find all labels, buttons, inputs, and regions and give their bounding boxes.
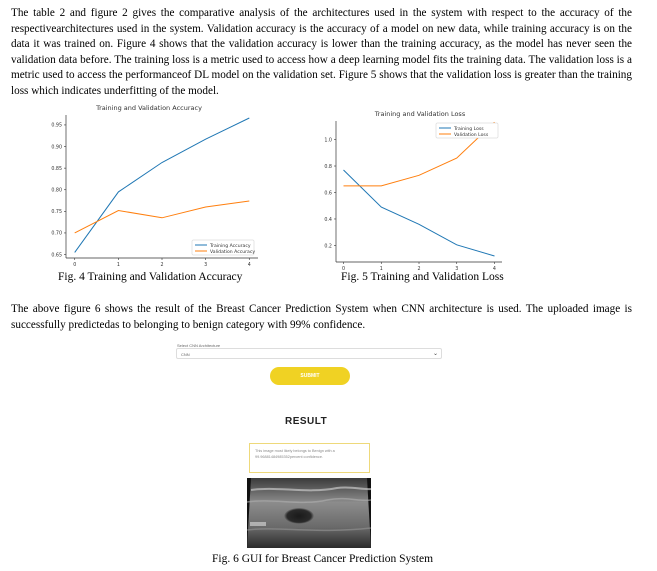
result-message: This image most likely belongs to Benign with a 99.96881484985352percent confidence. (249, 443, 370, 473)
x-tick-label: 4 (492, 267, 496, 272)
y-tick-label: 0.70 (51, 231, 62, 237)
chart-title: Training and Validation Accuracy (96, 104, 202, 112)
x-tick-label: 3 (204, 263, 208, 268)
ultrasound-image (247, 478, 371, 548)
series-line (75, 118, 250, 252)
chart-training-validation-loss (312, 107, 508, 273)
y-tick-label: 0.90 (51, 145, 62, 151)
y-tick-label: 0.75 (51, 210, 62, 216)
x-tick-label: 1 (116, 263, 120, 268)
x-tick-label: 2 (417, 267, 421, 272)
x-tick-label: 4 (247, 263, 251, 268)
x-tick-label: 0 (73, 263, 77, 268)
architecture-select[interactable] (176, 348, 442, 359)
y-tick-label: 0.8 (324, 164, 332, 170)
paragraph-gui-result: The above figure 6 shows the result of the Breast Cancer Prediction System when CNN architecture is used. The uploaded image is successfully predictedas to belonging to benign category with 99% confidence. (11, 303, 632, 331)
legend-label: Training Loss (454, 126, 484, 132)
figure-6-caption: Fig. 6 GUI for Breast Cancer Prediction System (212, 553, 434, 565)
y-tick-label: 0.6 (324, 191, 332, 197)
y-tick-label: 0.85 (51, 166, 62, 172)
legend-label: Validation Loss (454, 132, 489, 138)
y-tick-label: 1.0 (324, 138, 332, 144)
chevron-down-icon: ⌄ (432, 351, 438, 357)
chart-title: Training and Validation Loss (374, 110, 466, 118)
y-tick-label: 0.2 (324, 244, 332, 250)
select-architecture-label: Select CNN Architecture (177, 343, 221, 348)
result-heading: RESULT (285, 416, 328, 427)
figure-4-caption: Fig. 4 Training and Validation Accuracy (58, 271, 243, 283)
legend-label: Training Accuracy (210, 243, 251, 249)
submit-button[interactable]: SUBMIT (270, 367, 350, 385)
architecture-select-value: CNN (181, 352, 190, 357)
x-tick-label: 1 (379, 267, 383, 272)
legend-label: Validation Accuracy (210, 249, 256, 255)
y-tick-label: 0.65 (51, 253, 62, 259)
paragraph-accuracy-loss-analysis: The table 2 and figure 2 gives the comparative analysis of the architectures used in the system with respect to the accuracy of the respectivearchitectures used in the system. Validation accuracy is the accuracy of a model on new data, while training accuracy is on the data it was trained on. Figure 4 shows that the validation accuracy is lower than the training accuracy, as the model has never seen the validation data before. The training loss is a metric used to access how a deep learning model fits the training data. The validation loss is a metric used to access the performanceof DL model on the validation set. Figure 5 shows that the validation loss is greater than the training loss which indicates underfitting of the model. (11, 7, 632, 97)
y-tick-label: 0.4 (324, 217, 332, 223)
y-tick-label: 0.95 (51, 123, 62, 129)
series-line (344, 170, 495, 256)
figure-5-caption: Fig. 5 Training and Validation Loss (341, 271, 504, 283)
x-tick-label: 3 (455, 267, 459, 272)
chart-training-validation-accuracy (36, 103, 266, 269)
x-tick-label: 0 (342, 267, 346, 272)
y-tick-label: 0.80 (51, 188, 62, 194)
x-tick-label: 2 (160, 263, 164, 268)
